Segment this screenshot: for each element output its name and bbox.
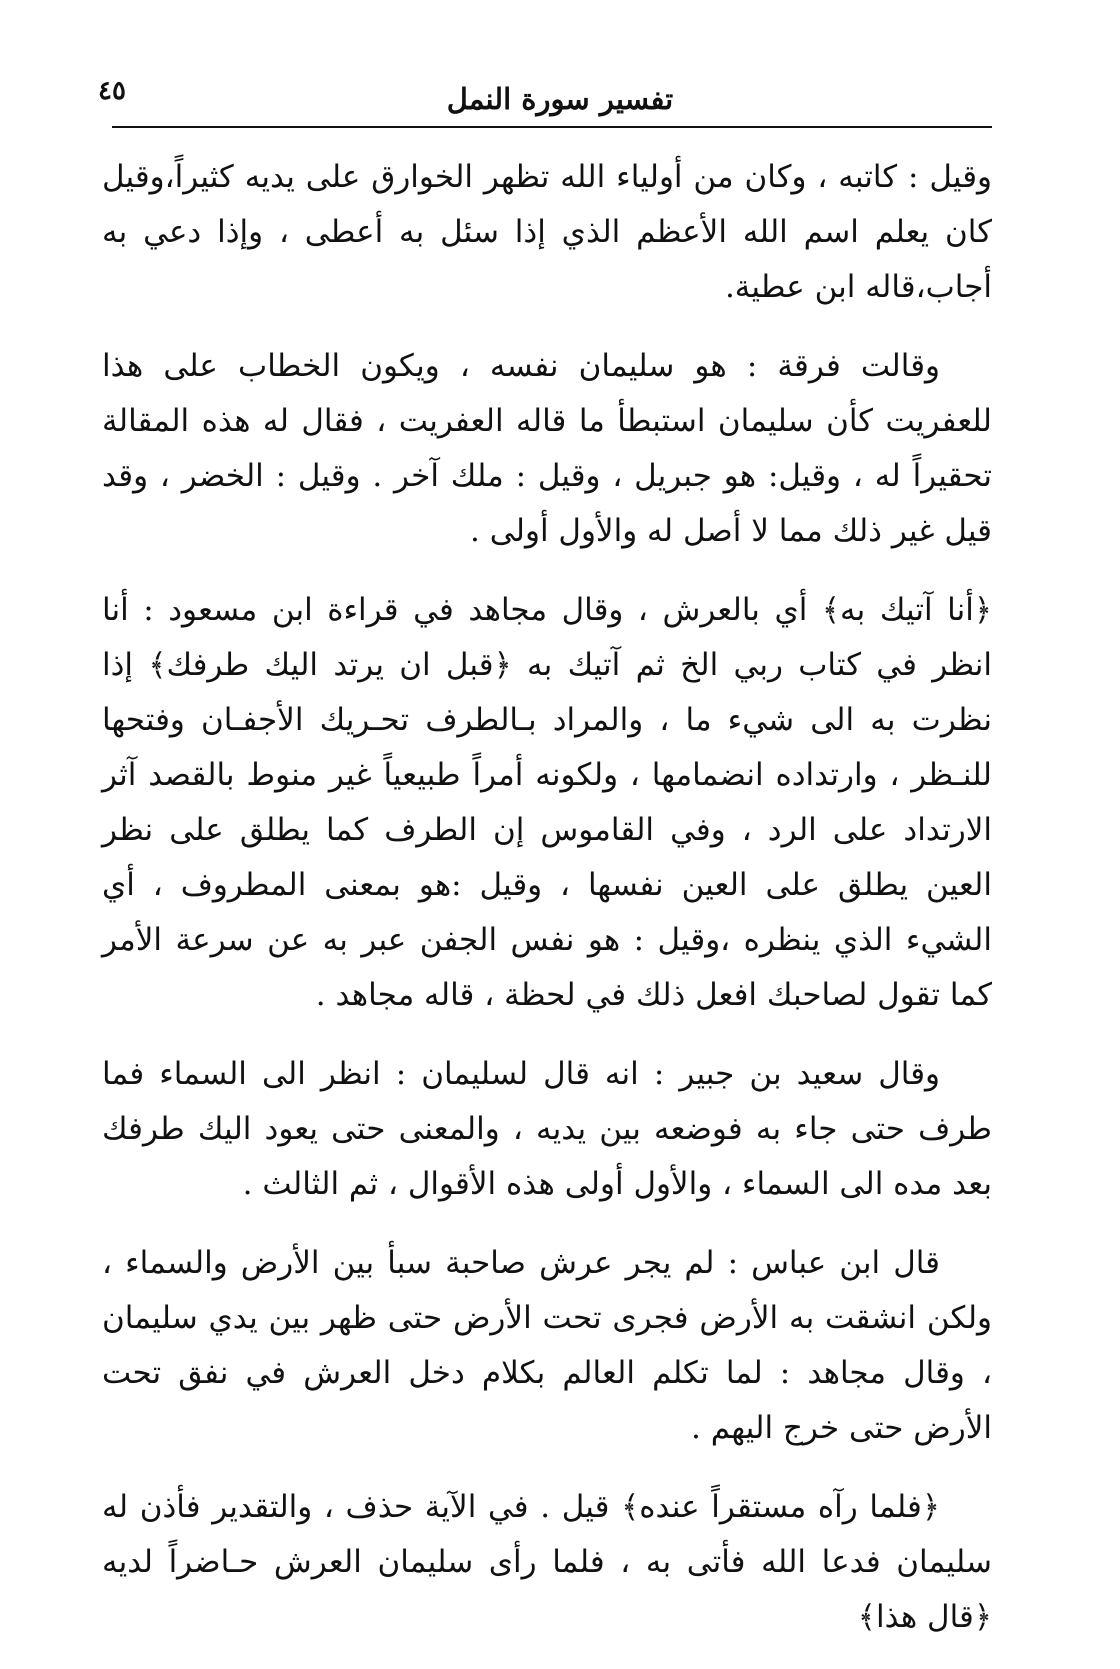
page-number: ٤٥	[98, 76, 126, 106]
body-text	[102, 150, 992, 1669]
paragraph: وقيل : كاتبه ، وكان من أولياء الله تظهر الخوارق على يديه كثيراً،وقيل كان يعلم اسم الله الأعظم الذي إذا سئل به أعطى ، وإذا دعي به أجاب،قاله ابن عطية.	[102, 159, 992, 305]
paragraph: قال ابن عباس : لم يجر عرش صاحبة سبأ بين الأرض والسماء ، ولكن انشقت به الأرض فجرى تحت الأرض حتى ظهر بين يدي سليمان ، وقال مجاهد : لما تكلم العالم بكلام دخل العرش في نفق تحت الأرض حتى خرج اليهم .	[102, 1245, 992, 1446]
paragraph: ﴿أنا آتيك به﴾ أي بالعرش ، وقال مجاهد في قراءة ابن مسعود : أنا انظر في كتاب ربي الخ ثم آتيك به ﴿قبل ان يرتد اليك طرفك﴾ إذا نظرت به الى شيء ما ، والمراد بـالطرف تحـريك الأجفـان وفتحها للنـظر ، وارتداده انضمامها ، ولكونه أمراً طبيعياً غير منوط بالقصد آثر الارتداد على الرد ، وفي القاموس إن الطرف كما يطلق على نظر العين يطلق على العين نفسها ، وقيل :هو بمعنى المطروف ، أي الشيء الذي ينظره ،وقيل : هو نفس الجفن عبر به عن سرعة الأمر كما تقول لصاحبك افعل ذلك في لحظة ، قاله مجاهد .	[102, 592, 992, 1013]
running-header-title: تفسير سورة النمل	[446, 82, 674, 116]
paragraph: ﴿فلما رآه مستقراً عنده﴾ قيل . في الآية حذف ، والتقدير فأذن له سليمان فدعا الله فأتى به ، فلما رأى سليمان العرش حـاضراً لديه ﴿قال هذا﴾	[102, 1489, 992, 1635]
paragraph: وقال سعيد بن جبير : انه قال لسليمان : انظر الى السماء فما طرف حتى جاء به فوضعه بين يديه ، والمعنى حتى يعود اليك طرفك بعد مده الى السماء ، والأول أولى هذه الأقوال ، ثم الثالث .	[102, 1056, 992, 1202]
header-divider	[112, 126, 992, 128]
paragraph: وقالت فرقة : هو سليمان نفسه ، ويكون الخطاب على هذا للعفريت كأن سليمان استبطأ ما قاله العفريت ، فقال له هذه المقالة تحقيراً له ، وقيل: هو جبريل ، وقيل : ملك آخر . وقيل : الخضر ، وقد قيل غير ذلك مما لا أصل له والأول أولى .	[102, 348, 992, 549]
